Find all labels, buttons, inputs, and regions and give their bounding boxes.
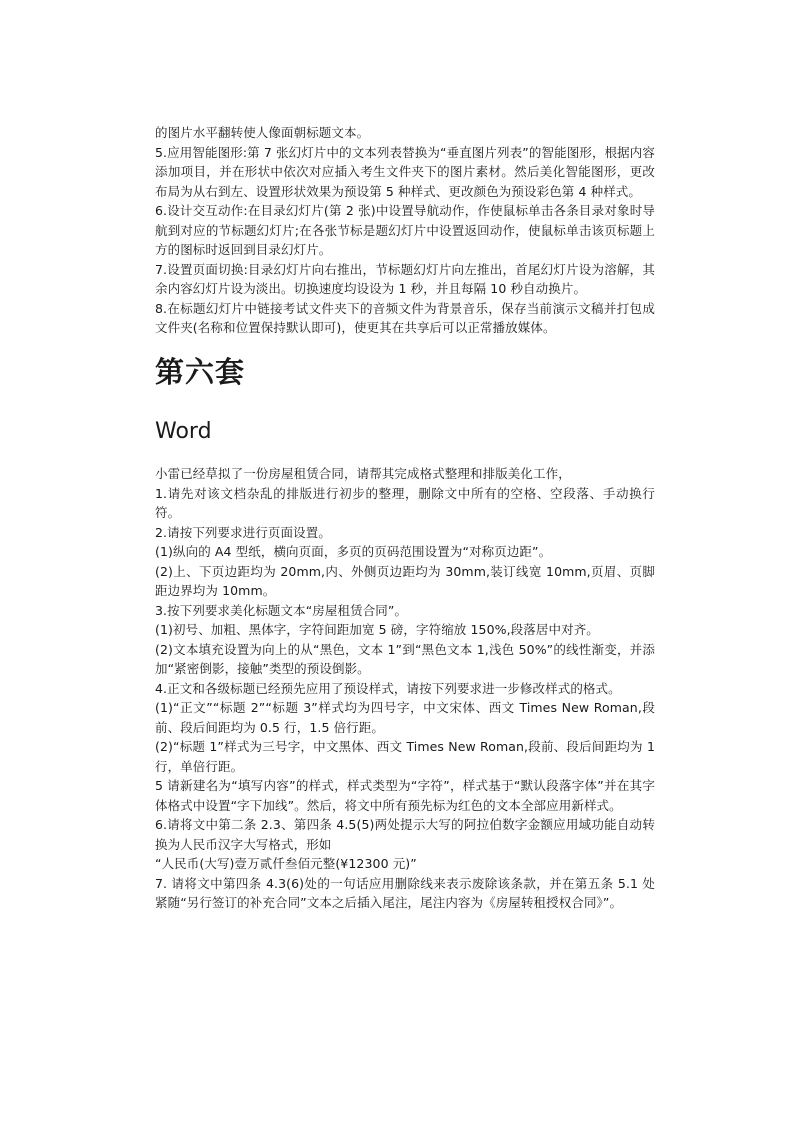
top-text-block [155,123,655,338]
paragraph-step-7: 7. 请将文中第四条 4.3(6)处的一句话应用删除线来表示废除该条款，并在第五条 5.1 处紧随“另行签订的补充合同”文本之后插入尾注，尾注内容为《房屋转租授权合同》”。 [155,875,655,910]
paragraph-interactive-actions: 6.设计交互动作:在目录幻灯片(第 2 张)中设置导航动作，作使鼠标单击各条目录对象时导航到对应的节标题幻灯片;在各张节标是题幻灯片中设置返回动作，使鼠标单击该页标题上方的图标时返回到目录幻灯片。 [155,203,655,257]
section-title: 第六套 [155,355,246,389]
section-subtitle: Word [155,419,212,444]
paragraph-intro: 小雷已经草拟了一份房屋租赁合同，请帮其完成格式整理和排版美化工作， [155,466,571,481]
paragraph-step-6: 6.请将文中第二条 2.3、第四条 4.5(5)两处提示大写的阿拉伯数字金额应用域功能自动转换为人民币汉字大写格式，形如 [155,817,655,852]
paragraph-step-3: 3.按下列要求美化标题文本“房屋租赁合同”。 [155,602,408,618]
paragraph-step-2-1: (1)纵向的 A4 型纸，横向页面，多页的页码范围设置为“对称页边距”。 [155,544,552,559]
paragraph-step-5: 5 请新建名为“填写内容”的样式，样式类型为“字符”，样式基于“默认段落字体”并在其字体格式中设置“字下加线”。然后，将文中所有预先标为红色的文本全部应用新样式。 [155,778,655,813]
paragraph-step-4-1: (1)“正文”“标题 2”“标题 3”样式均为四号字，中文宋体、西文 Times New Roman,段前、段后间距均为 0.5 行，1.5 倍行距。 [155,700,655,735]
paragraph-step-1: 1.请先对该文档杂乱的排版进行初步的整理，删除文中所有的空格、空段落、手动换行符。 [155,485,655,520]
paragraph-smartart: 5.应用智能图形:第 7 张幻灯片中的文本列表替换为“垂直图片列表”的智能图形，根据内容添加项目，并在形状中依次对应插入考生文件夹下的图片素材。然后美化智能图形，更改布局为从右到左、设置形状效果为预设第 5 种样式、更改颜色为预设彩色第 4 种样式。 [155,144,655,199]
paragraph-step-3-1: (1)初号、加粗、黑体字，字符间距加宽 5 磅，字符缩放 150%,段落居中对齐。 [155,622,599,637]
paragraph-image-flip: 的图片水平翻转使人像面朝标题文本。 [155,125,370,140]
paragraph-step-2-2: (2)上、下页边距均为 20mm,内、外侧页边距均为 30mm,装订线宽 10mm,页眉、页脚距边界均为 10mm。 [155,563,655,598]
paragraph-background-music: 8.在标题幻灯片中链接考试文件夹下的音频文件为背景音乐，保存当前演示文稿并打包成文件夹(名称和位置保持默认即可)，使更其在共享后可以正常播放媒体。 [155,300,655,335]
paragraph-step-3-2: (2)文本填充设置为向上的从“黑色，文本 1”到“黑色文本 1,浅色 50%”的线性渐变，并添加“紧密倒影，接触”类型的预设倒影。 [155,641,655,676]
paragraph-page-transitions: 7.设置页面切换:目录幻灯片向右推出，节标题幻灯片向左推出，首尾幻灯片设为溶解，其余内容幻灯片设为淡出。切换速度均设设为 1 秒，并且每隔 10 秒自动换片。 [155,261,655,296]
paragraph-step-6-example: “人民币(大写)壹万贰仟叁佰元整(¥12300 元)” [155,856,417,871]
bottom-text-block [155,464,655,913]
paragraph-step-2: 2.请按下列要求进行页面设置。 [155,524,331,540]
paragraph-step-4-2: (2)“标题 1”样式为三号字，中文黑体、西文 Times New Roman,段前、段后间距均为 1 行，单倍行距。 [155,739,655,774]
paragraph-step-4: 4.正文和各级标题已经预先应用了预设样式，请按下列要求进一步修改样式的格式。 [155,680,621,696]
